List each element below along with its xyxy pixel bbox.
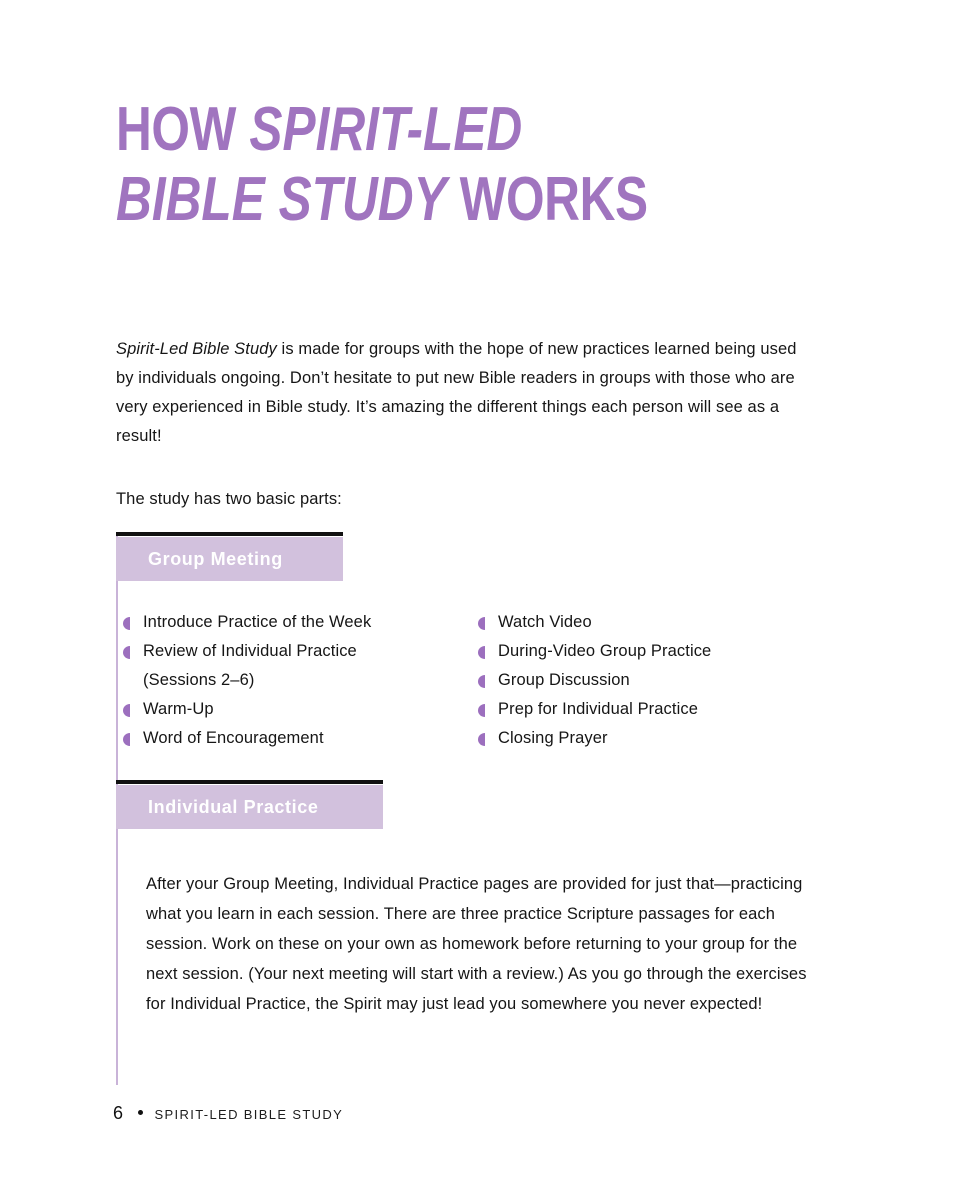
half-disc-bullet-icon bbox=[478, 617, 485, 630]
section-heading-label: Group Meeting bbox=[148, 549, 283, 569]
half-disc-bullet-icon bbox=[123, 733, 130, 746]
page-title-line-2-regular: WORKS bbox=[459, 165, 648, 234]
running-head: SPIRIT-LED BIBLE STUDY bbox=[154, 1107, 344, 1122]
list-item bbox=[471, 724, 871, 753]
list-item-label: (Sessions 2–6) bbox=[143, 671, 255, 689]
half-disc-bullet-icon bbox=[478, 733, 485, 746]
list-item bbox=[471, 666, 871, 695]
intro-paragraph bbox=[116, 335, 806, 451]
bullet-dot-icon bbox=[138, 1110, 143, 1115]
agenda-list-left bbox=[116, 608, 471, 753]
list-item bbox=[116, 695, 471, 724]
list-item-label: Group Discussion bbox=[498, 671, 630, 689]
group-meeting-agenda bbox=[116, 608, 876, 753]
half-disc-bullet-icon bbox=[478, 704, 485, 717]
list-item bbox=[471, 695, 871, 724]
list-item-label: Introduce Practice of the Week bbox=[143, 613, 372, 631]
page-number: 6 bbox=[113, 1103, 124, 1123]
page-footer bbox=[113, 1103, 343, 1124]
list-item bbox=[116, 724, 471, 753]
list-item bbox=[116, 637, 471, 666]
section-heading-top-bar bbox=[116, 780, 383, 784]
section-heading-group-meeting bbox=[116, 537, 343, 581]
half-disc-bullet-icon bbox=[123, 617, 130, 630]
list-item-label: Closing Prayer bbox=[498, 729, 608, 747]
page-title-line-1-regular: HOW bbox=[116, 95, 250, 164]
list-item bbox=[116, 608, 471, 637]
page-title-line-2 bbox=[116, 165, 724, 235]
list-item-label: Watch Video bbox=[498, 613, 592, 631]
list-item-label: Prep for Individual Practice bbox=[498, 700, 698, 718]
page-title-line-2-italic: BIBLE STUDY bbox=[116, 165, 460, 234]
list-item-continuation bbox=[116, 666, 471, 695]
page-title-line-1 bbox=[116, 95, 724, 165]
half-disc-bullet-icon bbox=[478, 646, 485, 659]
intro-italic-title: Spirit-Led Bible Study bbox=[116, 339, 277, 358]
list-item bbox=[471, 608, 871, 637]
list-item-label: During-Video Group Practice bbox=[498, 642, 712, 660]
list-item-label: Review of Individual Practice bbox=[143, 642, 357, 660]
page-title bbox=[116, 95, 876, 235]
intro-paragraph-text: is made for groups with the hope of new practices learned being used by individuals ongoing. Don’t hesitate to put new Bible readers in groups with those who are very experienced in Bible study. It’s amazing the different things each person will see as a result! bbox=[116, 339, 797, 445]
list-item-label: Word of Encouragement bbox=[143, 729, 324, 747]
section-heading-label: Individual Practice bbox=[148, 797, 319, 817]
list-item-label: Warm-Up bbox=[143, 700, 214, 718]
page-title-line-1-italic: SPIRIT-LED bbox=[249, 95, 523, 164]
half-disc-bullet-icon bbox=[123, 646, 130, 659]
section-heading-individual-practice bbox=[116, 785, 383, 829]
section-heading-top-bar bbox=[116, 532, 343, 536]
agenda-list-right bbox=[471, 608, 871, 753]
individual-practice-paragraph: After your Group Meeting, Individual Practice pages are provided for just that—practicing what you learn in each session. There are three practice Scripture passages for each session. Work on these on your own as homework before returning to your group for the next session. (Your next meeting will start with a review.) As you go through the exercises for Individual Practice, the Spirit may just lead you somewhere you never expected! bbox=[146, 874, 807, 1013]
lead-in-text: The study has two basic parts: bbox=[116, 489, 342, 508]
agenda-column-right bbox=[471, 608, 871, 753]
half-disc-bullet-icon bbox=[123, 704, 130, 717]
list-item bbox=[471, 637, 871, 666]
agenda-column-left bbox=[116, 608, 471, 753]
half-disc-bullet-icon bbox=[478, 675, 485, 688]
